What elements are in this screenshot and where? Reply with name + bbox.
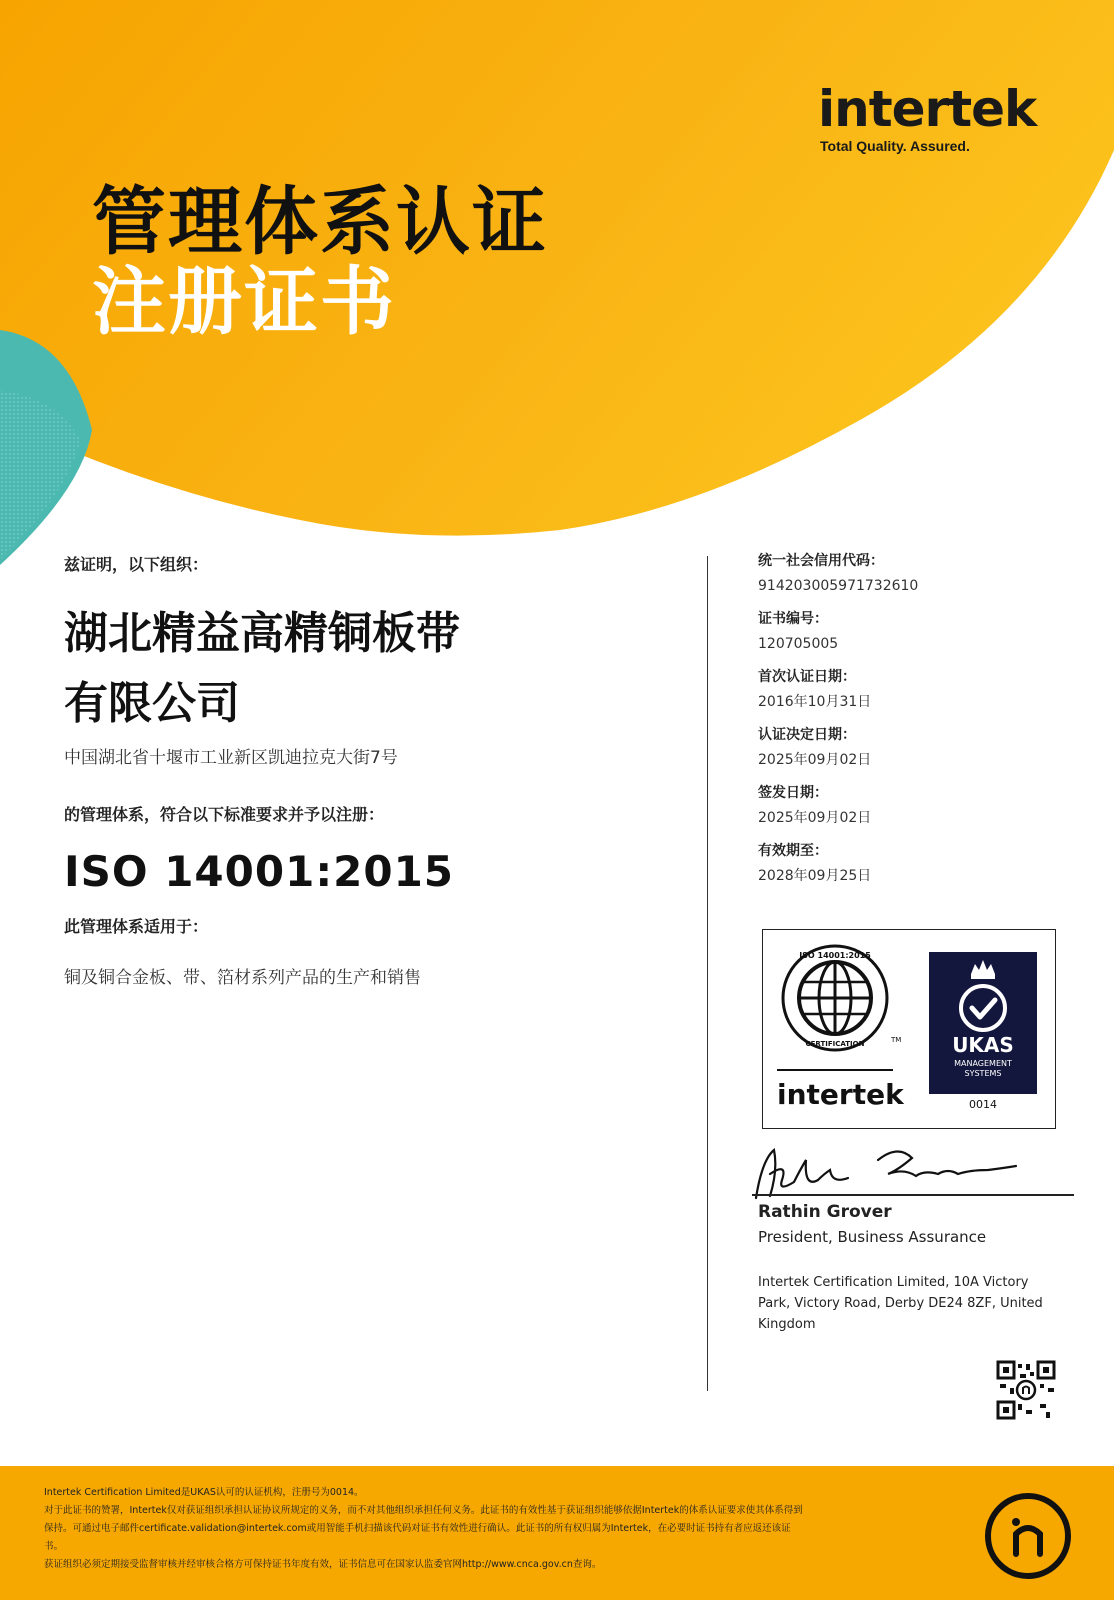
certificate-subtitle: 注册证书 [92, 259, 396, 345]
signatory-name: Rathin Grover [758, 1202, 892, 1222]
iso-certification-globe-icon [783, 946, 887, 1050]
detail-credit-code [758, 552, 1078, 596]
footer-line: Intertek Certification Limited是UKAS认可的认证机构，注册号为0014。 [44, 1487, 364, 1498]
detail-value: 2016年10月31日 [758, 694, 872, 710]
logo-wordmark: intertek [818, 80, 1037, 138]
certificate-title: 管理体系认证 [92, 179, 548, 265]
detail-value: 120705005 [758, 636, 839, 652]
certificate-body [64, 552, 664, 988]
detail-value: 914203005971732610 [758, 578, 919, 594]
certificate-footer [0, 1466, 1114, 1600]
ukas-line2: SYSTEMS [964, 1069, 1002, 1078]
intertek-symbol-icon [980, 1488, 1076, 1584]
certificate-details [758, 552, 1078, 900]
detail-expiry-date [758, 842, 1078, 886]
ukas-number: 0014 [969, 1098, 997, 1111]
detail-certificate-number [758, 610, 1078, 654]
scope-text: 铜及铜合金板、带、箔材系列产品的生产和销售 [64, 968, 421, 988]
detail-value: 2025年09月02日 [758, 810, 872, 826]
detail-label: 签发日期： [758, 785, 828, 801]
intro-label: 兹证明，以下组织： [64, 555, 209, 574]
company-address: 中国湖北省十堰市工业新区凯迪拉克大街7号 [64, 748, 398, 768]
mark-intertek-word: intertek [777, 1078, 904, 1111]
signature-line [752, 1194, 1074, 1196]
detail-value: 2025年09月02日 [758, 752, 872, 768]
detail-label: 有效期至： [758, 843, 828, 859]
detail-label: 认证决定日期： [758, 727, 856, 743]
iso-ring-text: ISO 14001:2015 [799, 951, 871, 960]
issuer-address: Intertek Certification Limited, 10A Victory Park, Victory Road, Derby DE24 8ZF, United Kingdom [758, 1275, 1043, 1332]
detail-initial-date [758, 668, 1078, 712]
intertek-logo [818, 82, 1038, 154]
detail-value: 2028年09月25日 [758, 868, 872, 884]
tm-mark: TM [891, 1036, 902, 1044]
detail-label: 统一社会信用代码： [758, 553, 884, 569]
company-name-line1: 湖北精益高精铜板带 [64, 608, 460, 659]
footer-line: 书。 [44, 1541, 64, 1552]
detail-label: 证书编号： [758, 611, 828, 627]
company-name-line2: 有限公司 [64, 678, 240, 729]
accreditation-marks [762, 929, 1056, 1129]
company-name [64, 599, 664, 739]
certification-marks-graphic [763, 930, 1055, 1128]
detail-issue-date [758, 784, 1078, 828]
qr-code [996, 1360, 1056, 1420]
ukas-line1: MANAGEMENT [954, 1059, 1012, 1068]
footer-line: 获证组织必须定期接受监督审核并经审核合格方可保持证书年度有效，证书信息可在国家认监委官网http://www.cnca.gov.cn查询。 [44, 1559, 602, 1570]
logo-tagline: Total Quality. Assured. [820, 138, 970, 154]
detail-decision-date [758, 726, 1078, 770]
conforms-label: 的管理体系，符合以下标准要求并予以注册： [64, 805, 385, 824]
iso-standard: ISO 14001:2015 [64, 847, 455, 896]
ukas-word: UKAS [952, 1033, 1014, 1057]
column-divider [707, 556, 708, 1391]
scope-label: 此管理体系适用于： [64, 917, 209, 936]
footer-line: 保持。可通过电子邮件certificate.validation@intertek.com或用智能手机扫描该代码对证书有效性进行确认。此证书的所有权归属为Intertek，在必要时证书持有者应返还该证 [44, 1523, 791, 1534]
footer-notes [44, 1484, 944, 1574]
certification-ring-text: CERTIFICATION [805, 1040, 865, 1048]
footer-line: 对于此证书的赞署，Intertek仅对获证组织承担认证协议所规定的义务，而不对其他组织承担任何义务。此证书的有效性基于获证组织能够依据Intertek的体系认证要求使其体系得到 [44, 1505, 803, 1516]
signatory-title: President, Business Assurance [758, 1228, 987, 1246]
ukas-mark [929, 952, 1037, 1112]
detail-label: 首次认证日期： [758, 669, 856, 685]
